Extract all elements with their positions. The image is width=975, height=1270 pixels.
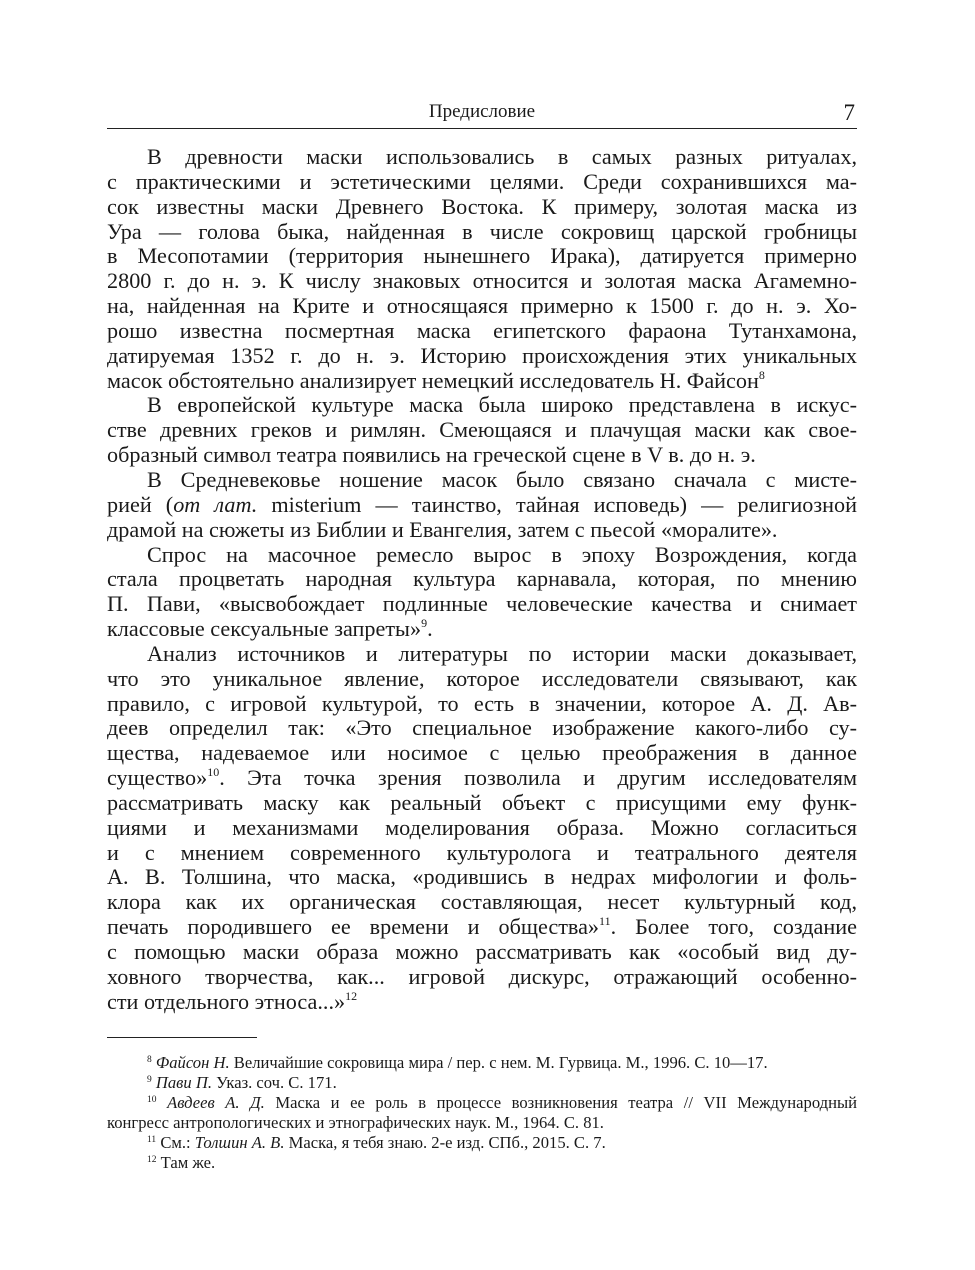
line-text: сок известны маски Древнего Востока. К примеру, золотая маска из	[107, 193, 857, 219]
line-text: масок обстоятельно анализирует немецкий исследователь Н. Файсон	[107, 367, 759, 393]
text-line	[107, 890, 857, 915]
text-line	[107, 145, 857, 170]
footnote-number: 9	[147, 1075, 152, 1085]
footnote-number: 10	[147, 1095, 157, 1105]
line-text: .	[427, 616, 433, 642]
text-line	[107, 195, 857, 220]
footnote-author: Толшин А. В.	[194, 1133, 285, 1152]
footnote-number: 11	[147, 1135, 157, 1145]
line-text: на, найденная на Крите и относящаяся примерно к 1500 г. до н. э. Хо-	[107, 293, 857, 319]
footnote-separator	[107, 1037, 257, 1038]
footnote-author: Файсон Н.	[155, 1053, 230, 1072]
footnote-number: 12	[147, 1155, 157, 1165]
footnote-number: 8	[147, 1055, 152, 1065]
text-line	[107, 567, 857, 592]
line-text: существо»	[107, 765, 208, 791]
text-line	[107, 816, 857, 841]
line-text: печать породившего ее времени и общества»	[107, 914, 600, 940]
line-text: деев определил так: «Это специальное изображение какого-либо су-	[107, 715, 857, 741]
footnote-text: Там же.	[160, 1153, 216, 1172]
text-line	[107, 592, 857, 617]
text-line	[107, 990, 857, 1015]
text-line	[107, 344, 857, 369]
text-line	[107, 443, 857, 468]
line-text: В Средневековье ношение масок было связано сначала с мисте-	[147, 466, 857, 492]
footnote-line	[107, 1093, 857, 1113]
text-line	[107, 170, 857, 195]
line-text: классовые сексуальные запреты»	[107, 616, 422, 642]
text-line	[107, 841, 857, 866]
text-line	[107, 543, 857, 568]
line-text: Спрос на масочное ремесло вырос в эпоху Возрождения, когда	[147, 541, 857, 567]
text-line	[107, 667, 857, 692]
text-line	[107, 518, 857, 543]
text-line	[107, 915, 857, 940]
line-text: Анализ источников и литературы по истории маски доказывает,	[147, 640, 857, 666]
footnote-ref: 8	[758, 367, 765, 382]
text-line	[107, 493, 857, 518]
text-line	[107, 642, 857, 667]
line-text: П. Пави, «высвобождает подлинные человеческие качества и снимает	[107, 591, 857, 617]
text-line	[107, 965, 857, 990]
footnote-author: Пави П.	[155, 1073, 212, 1092]
line-text: клора как их органическая составляющая, несет культурный код,	[107, 889, 857, 915]
text-line	[107, 940, 857, 965]
text-line	[107, 418, 857, 443]
line-text: с практическими и эстетическими целями. Среди сохранившихся ма-	[107, 168, 857, 194]
footnote-line	[107, 1053, 857, 1073]
line-text: циями и механизмами моделирования образа. Можно согласиться	[107, 814, 857, 840]
line-text: 2800 г. до н. э. К числу знаковых относится и золотая маска Агамемно-	[107, 268, 857, 294]
footnote-line	[107, 1113, 857, 1133]
text-line	[107, 865, 857, 890]
line-text: В европейской культуре маска была широко представлена в искус-	[147, 392, 857, 418]
footnote-text: Указ. соч. С. 171.	[211, 1073, 337, 1092]
line-text: рошо известна посмертная маска египетского фараона Тутанхамона,	[107, 317, 857, 343]
footnote-ref: 10	[207, 765, 220, 780]
text-line	[107, 716, 857, 741]
footnote-ref: 9	[421, 616, 428, 631]
line-text: и с мнением современного культуролога и театрального деятеля	[107, 839, 857, 865]
footnote-text: конгресс антропологических и этнографических наук. М., 1964. С. 81.	[107, 1113, 604, 1132]
line-text: образный символ театра появились на греческой сцене в V в. до н. э.	[107, 442, 756, 468]
text-line	[107, 617, 857, 642]
line-text: . Эта точка зрения позволила и другим исследователям	[219, 765, 857, 791]
line-text: что это уникальное явление, которое исследователи связывают, как	[107, 665, 857, 691]
footnote-ref: 12	[345, 988, 358, 1003]
line-text: в Месопотамии (территория нынешнего Ирака), датируется примерно	[107, 243, 857, 269]
footnote-text: См.:	[160, 1133, 195, 1152]
text-line	[107, 269, 857, 294]
text-line	[107, 220, 857, 245]
text-line	[107, 393, 857, 418]
text-line	[107, 244, 857, 269]
main-text	[107, 145, 857, 1015]
line-text: Ура — голова быка, найденная в числе сокровищ царской гробницы	[107, 218, 857, 244]
text-line	[107, 294, 857, 319]
line-text: сти отдельного этноса...»	[107, 988, 346, 1014]
text-line	[107, 369, 857, 394]
footnote-text: Величайшие сокровища мира / пер. с нем. М. Гурвица. М., 1996. С. 10—17.	[229, 1053, 768, 1072]
text-line	[107, 692, 857, 717]
text-line	[107, 319, 857, 344]
text-line	[107, 766, 857, 791]
footnote-line	[107, 1153, 857, 1173]
text-line	[107, 741, 857, 766]
line-text: драмой на сюжеты из Библии и Евангелия, затем с пьесой «моралите».	[107, 516, 778, 542]
footnote-line	[107, 1073, 857, 1093]
text-line	[107, 468, 857, 493]
line-text: рассматривать маску как реальный объект с присущими ему функ-	[107, 789, 857, 815]
running-title: Предисловие	[428, 101, 536, 122]
line-text: правило, с игровой культурой, то есть в значении, которое А. Д. Ав-	[107, 690, 857, 716]
footnote-line	[107, 1133, 857, 1153]
footnote-author: Авдеев А. Д.	[167, 1093, 265, 1112]
line-text: стала процветать народная культура карнавала, которая, по мнению	[107, 566, 857, 592]
text-line	[107, 791, 857, 816]
line-text: В древности маски использовались в самых разных ритуалах,	[147, 144, 857, 169]
italic-text: от лат.	[173, 491, 258, 517]
line-text: щества, надеваемое или носимое с целью преображения в данное	[107, 740, 857, 766]
line-text: ховного творчества, как... игровой дискурс, отражающий особенно-	[107, 963, 857, 989]
line-text: с помощью маски образа можно рассматривать как «особый вид ду-	[107, 939, 857, 964]
line-text: датируемая 1352 г. до н. э. Историю происхождения этих уникальных	[107, 342, 857, 368]
footnote-ref: 11	[599, 914, 611, 929]
footnote-text: Маска и ее роль в процессе возникновения театра // VII Международный	[264, 1093, 857, 1112]
line-text: misterium — таинство, тайная исповедь) — религиозной	[257, 491, 857, 517]
running-header	[107, 98, 857, 129]
page-number: 7	[843, 100, 855, 125]
line-text: . Более того, создание	[610, 914, 857, 940]
footnotes	[107, 1053, 857, 1173]
line-text: рией (	[107, 491, 174, 517]
footnote-text: Маска, я тебя знаю. 2-е изд. СПб., 2015. С. 7.	[284, 1133, 606, 1152]
line-text: А. В. Толшина, что маска, «родившись в недрах мифологии и фоль-	[107, 864, 857, 890]
line-text: стве древних греков и римлян. Смеющаяся и плачущая маски как свое-	[107, 417, 857, 443]
